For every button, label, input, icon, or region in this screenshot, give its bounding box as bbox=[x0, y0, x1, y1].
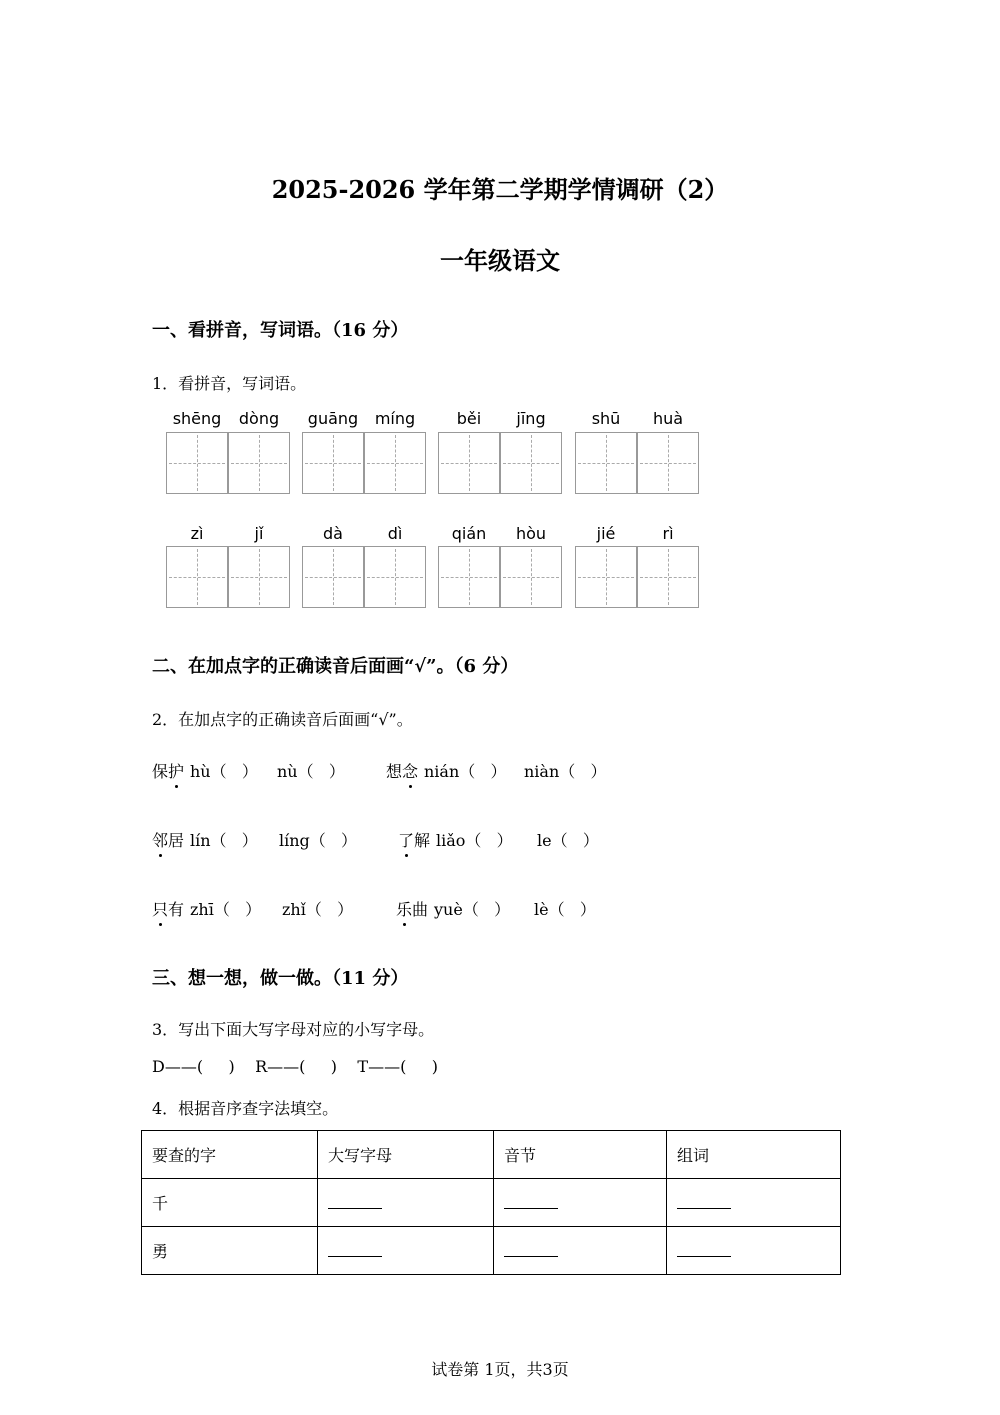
writing-grid-box[interactable] bbox=[500, 546, 562, 608]
section-3-heading: 三、想一想，做一做。（11 分） bbox=[152, 968, 409, 989]
writing-grid-box[interactable] bbox=[575, 546, 637, 608]
word bbox=[398, 828, 430, 851]
writing-grid-box[interactable] bbox=[302, 432, 364, 494]
word bbox=[386, 759, 418, 782]
table-row bbox=[142, 1227, 841, 1275]
section-1-heading: 一、看拼音，写词语。（16 分） bbox=[152, 320, 409, 341]
letter-answer-line: D——( ) R——( ) T——( ) bbox=[152, 1057, 438, 1076]
section-2-heading: 二、在加点字的正确读音后面画“√”。（6 分） bbox=[152, 656, 519, 677]
word-char: 曲 bbox=[412, 900, 429, 919]
question-4: 4．根据音序查字法填空。 bbox=[152, 1099, 339, 1118]
reading-option[interactable]: lín（ ） bbox=[190, 831, 258, 850]
table-header-cell: 要查的字 bbox=[142, 1131, 318, 1179]
pinyin-label: huà bbox=[652, 409, 684, 428]
dotted-char: 护 bbox=[168, 759, 184, 782]
pinyin-label: jīng bbox=[516, 409, 546, 428]
word bbox=[152, 759, 184, 782]
word bbox=[152, 828, 184, 851]
writing-grid-box[interactable] bbox=[166, 432, 228, 494]
word-char: 居 bbox=[168, 831, 185, 850]
writing-grid-box[interactable] bbox=[438, 432, 500, 494]
question-2: 2．在加点字的正确读音后面画“√”。 bbox=[152, 710, 413, 729]
reading-option[interactable]: yuè（ ） bbox=[434, 900, 511, 919]
pinyin-label: shū bbox=[591, 409, 621, 428]
table-header-cell: 音节 bbox=[494, 1131, 667, 1179]
word-char: 有 bbox=[168, 900, 185, 919]
table-header-cell: 组词 bbox=[667, 1131, 841, 1179]
table-header-row bbox=[142, 1131, 841, 1179]
pinyin-label: hòu bbox=[515, 524, 547, 543]
pinyin-label: guāng bbox=[307, 409, 359, 428]
table-header-cell: 大写字母 bbox=[318, 1131, 494, 1179]
answer-blank[interactable] bbox=[494, 1227, 667, 1275]
dotted-char: 念 bbox=[402, 759, 418, 782]
writing-grid-box[interactable] bbox=[302, 546, 364, 608]
pinyin-label: zì bbox=[190, 524, 204, 543]
pinyin-label: běi bbox=[456, 409, 482, 428]
writing-grid-box[interactable] bbox=[228, 432, 290, 494]
dotted-char: 乐 bbox=[396, 897, 412, 920]
writing-grid-box[interactable] bbox=[364, 546, 426, 608]
pinyin-label: dòng bbox=[238, 409, 280, 428]
table-cell-char: 勇 bbox=[142, 1227, 318, 1275]
dotted-char: 了 bbox=[398, 828, 414, 851]
reading-option[interactable]: le（ ） bbox=[537, 831, 599, 850]
lookup-table bbox=[141, 1130, 841, 1275]
writing-grid-box[interactable] bbox=[364, 432, 426, 494]
reading-option[interactable]: nù（ ） bbox=[277, 762, 345, 781]
exam-title: 2025-2026 学年第二学期学情调研（2） bbox=[271, 175, 729, 204]
writing-grid-box[interactable] bbox=[575, 432, 637, 494]
dotted-char: 只 bbox=[152, 897, 168, 920]
reading-option[interactable]: nián（ ） bbox=[424, 762, 507, 781]
reading-option[interactable]: liǎo（ ） bbox=[436, 831, 513, 850]
reading-option[interactable]: zhī（ ） bbox=[190, 900, 262, 919]
word-char: 想 bbox=[386, 762, 403, 781]
table-row bbox=[142, 1179, 841, 1227]
pinyin-label: dà bbox=[323, 524, 343, 543]
writing-grid-box[interactable] bbox=[637, 546, 699, 608]
pinyin-label: dì bbox=[387, 524, 403, 543]
writing-grid-box[interactable] bbox=[228, 546, 290, 608]
pinyin-label: míng bbox=[374, 409, 416, 428]
question-3: 3．写出下面大写字母对应的小写字母。 bbox=[152, 1020, 435, 1039]
pinyin-label: shēng bbox=[172, 409, 222, 428]
pinyin-label: qián bbox=[451, 524, 487, 543]
pinyin-label: jié bbox=[596, 524, 616, 543]
writing-grid-box[interactable] bbox=[438, 546, 500, 608]
reading-option[interactable]: hù（ ） bbox=[190, 762, 258, 781]
word bbox=[152, 897, 184, 920]
pinyin-label: rì bbox=[662, 524, 674, 543]
dotted-char: 邻 bbox=[152, 828, 168, 851]
question-1: 1．看拼音，写词语。 bbox=[152, 374, 307, 393]
word-char: 解 bbox=[414, 831, 431, 850]
reading-option[interactable]: líng（ ） bbox=[279, 831, 358, 850]
word-char: 保 bbox=[152, 762, 169, 781]
subject-title: 一年级语文 bbox=[440, 246, 560, 275]
word bbox=[396, 897, 428, 920]
reading-option[interactable]: lè（ ） bbox=[534, 900, 596, 919]
pinyin-label: jǐ bbox=[254, 524, 264, 543]
answer-blank[interactable] bbox=[667, 1179, 841, 1227]
reading-option[interactable]: niàn（ ） bbox=[524, 762, 607, 781]
answer-blank[interactable] bbox=[318, 1179, 494, 1227]
writing-grid-box[interactable] bbox=[166, 546, 228, 608]
answer-blank[interactable] bbox=[667, 1227, 841, 1275]
answer-blank[interactable] bbox=[318, 1227, 494, 1275]
page-footer: 试卷第 1页，共3页 bbox=[431, 1360, 569, 1379]
writing-grid-box[interactable] bbox=[637, 432, 699, 494]
answer-blank[interactable] bbox=[494, 1179, 667, 1227]
writing-grid-box[interactable] bbox=[500, 432, 562, 494]
reading-option[interactable]: zhǐ（ ） bbox=[282, 900, 354, 919]
table-cell-char: 千 bbox=[142, 1179, 318, 1227]
